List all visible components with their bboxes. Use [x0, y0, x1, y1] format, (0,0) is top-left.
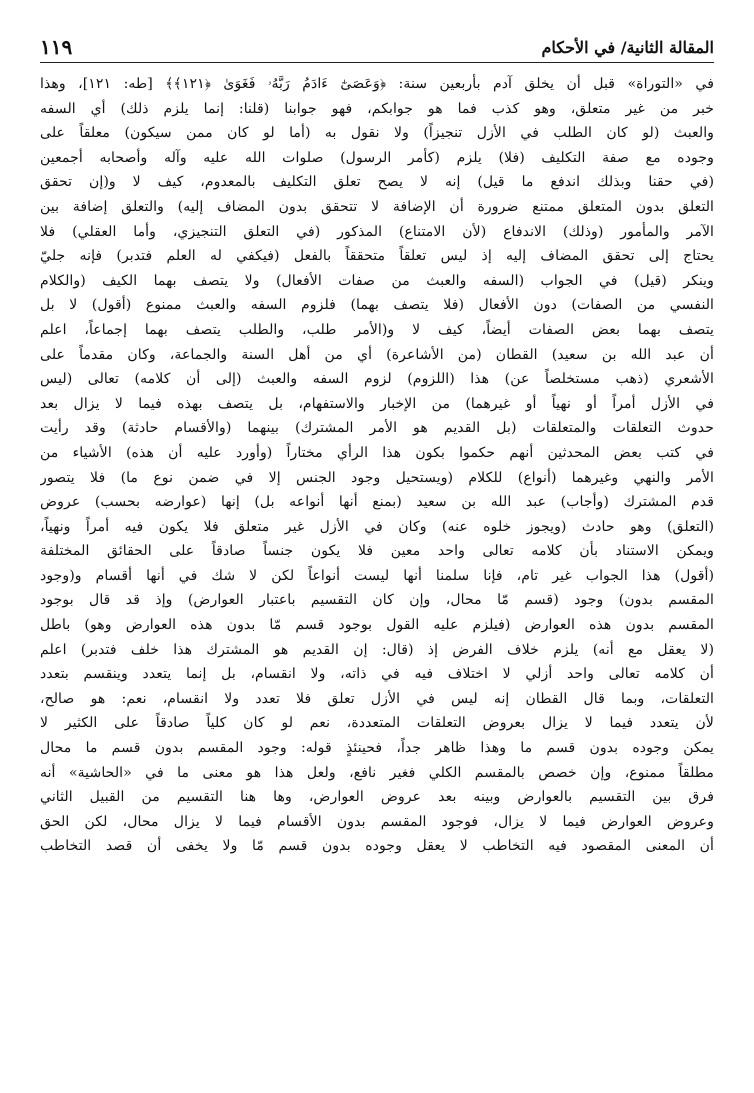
page-number: ١١٩ — [40, 35, 73, 59]
text-line: المقسم بدون) وجود (قسم مّا محال، وإن كان التقسيم باعتبار العوارض) وإذ قد قال بوجود — [40, 592, 714, 609]
text-line: التعلق بدون المتعلق ممتنع ضرورة أن الإضافة لا تتحقق بدون المضاف إليه) والتعلق إضافة بين — [40, 198, 714, 215]
text-line: أن المعنى المقصود فيه التخاطب لا يعقل وجوده بدون قسم مّا ولا يخفى أن قصد التخاطب — [40, 838, 714, 855]
text-line: قدم المشترك (وأجاب) عبد الله بن سعيد (بمنع أنها أنواعه بل) إنها (عوارضه بحسب) عروض — [40, 494, 714, 511]
text-line: (في حقنا وبذلك اندفع ما قيل) إنه لا يصح تعلق التكليف بالمعدوم، كيف لا و(إن تحقق — [40, 174, 714, 191]
text-line: الأشعري (ذهب مستخلصاً عن) هذا (اللزوم) لزوم السفه والعبث (إلى أن كلامه) تعالى (ليس — [40, 371, 714, 388]
text-line: والعبث (لو كان الطلب في الأزل تنجيزاً) ولا نقول به (أما لو كان ممن سيكون) معلقاً على — [40, 125, 714, 142]
text-line: المقسم بدون هذه العوارض (فيلزم عليه القول بوجود قسم مّا بدون هذه العوارض وهو) باطل — [40, 617, 714, 634]
text-line: النفسي من الصفات) دون الأفعال (فلا يتصف بهما) فلزوم السفه والعبث ممنوع (أقول) لا بل — [40, 297, 714, 314]
text-line: حدوث التعلقات والمتعلقات (بل القديم هو الأمر المشترك) بينهما (والأقسام حادثة) وقد رأيت — [40, 420, 714, 437]
text-line: ويمكن الاستناد بأن كلامه تعالى واحد معين فلا يكون جنساً صادقاً على الحقائق المختلفة — [40, 543, 714, 560]
text-line: الأمر والنهي وغيرهما (أنواع) للكلام (ويستحيل وجود الجنس إلا في ضمن نوع ما) فلا يتصور — [40, 469, 714, 486]
text-line: (لا يعقل مع أنه) يلزم خلاف الفرض إذ (قال: إن القديم هو المشترك هذا خلف فتدبر) اعلم — [40, 641, 714, 658]
text-line: مطلقاً ممنوع، وإن خصص بالمقسم الكلي فغير نافع، ولعل هذا هو معنى ما في «الحاشية» أنه — [40, 764, 714, 781]
chapter-title: المقالة الثانية/ في الأحكام — [541, 38, 714, 57]
text-line: أن كلامه تعالى واحد أزلي لا اختلاف فيه في ذاته، ولا انقسام، بل إنما يتعدد وينقسم بتعدد — [40, 666, 714, 683]
text-line: يحتاج إلى تحقق المضاف إليه إذ ليس تعلقاً متحققاً بالفعل (فيكفي له العلم فتدبر) فإنه جليّ — [40, 248, 714, 265]
text-line: لأن يتعدد فيما لا يزال بعروض التعلقات المتعددة، نعم لو كان كلياً صادقاً على الكثير لا — [40, 715, 714, 732]
text-line: وينكر (قيل) في الجواب (السفه والعبث من صفات الأفعال) ولا يتصف بهما الكيف (والكلام — [40, 272, 714, 289]
text-line: (التعلق) وهو حادث (ويجوز خلوه عنه) وكان في الأزل غير متعلق فلا يكون فيه أمراً ونهياً، — [40, 518, 714, 535]
text-line: خبر من غير متعلق، وهو كذب فما هو جوابكم، فهو جوابنا (قلنا: إنما يلزم ذلك) أي السفه — [40, 100, 714, 117]
running-header — [40, 34, 714, 63]
text-line: (أقول) هذا الجواب غير تام، فإنا سلمنا أنها ليست أنواعاً لكن لا شك في أنها أقسام و(وجود — [40, 567, 714, 584]
text-line: فرق بين التقسيم بالعوارض وبينه بعد عروض العوارض، وها هنا التقسيم من القبيل الثاني — [40, 789, 714, 806]
text-line: في الأزل أمراً أو نهياً أو غيرهما) من الإخبار والاستفهام، بل يتصف بهذه فيما لا يزال بعد — [40, 395, 714, 412]
text-line: يمكن وجوده بدون قسم ما وهذا ظاهر جداً، فحينئذٍ قوله: وجود المقسم بدون قسم ما محال — [40, 740, 714, 757]
text-line: في كتب بعض المحدثين أنهم حكموا بكون هذا الرأي مختاراً (وأورد عليه أن هذه) الأشياء من — [40, 444, 714, 461]
text-line: الآمر والمأمور (وذلك) الاندفاع (لأن الامتناع) المذكور (في التعلق التنجيزي، وأما العقلي) فلا — [40, 223, 714, 240]
text-line: وجوده مع صفة التكليف (فلا) يلزم (كأمر الرسول) صلوات الله عليه وآله وأصحابه أجمعين — [40, 149, 714, 166]
text-line: التعلقات، وبما قال القطان إنه ليس في الأزل تعلق فلا تعدد ولا انقسام، نعم: هو صالح، — [40, 690, 714, 707]
text-line: يتصف بهما بعض الصفات أيضاً، كيف لا و(الأمر طلب، والطلب يتصف بهما إجماعاً، اعلم — [40, 321, 714, 338]
body-text — [40, 72, 714, 859]
text-line: أن عبد الله بن سعيد) القطان (من الأشاعرة) أي من أهل السنة والجماعة، وكان مقدماً على — [40, 346, 714, 363]
text-line: في «التوراة» قبل أن يخلق آدم بأربعين سنة: ﴿وَعَصَىٰٓ ءَادَمُ رَبَّهُۥ فَغَوَىٰ ﴿١٢١﴾﴾ [طه: ١٢١]، وهذا — [40, 76, 714, 92]
text-line: وعروض العوارض فيما لا يزال، فوجود المقسم بدون الأقسام فيما لا يزال محال، لكن الحق — [40, 813, 714, 830]
